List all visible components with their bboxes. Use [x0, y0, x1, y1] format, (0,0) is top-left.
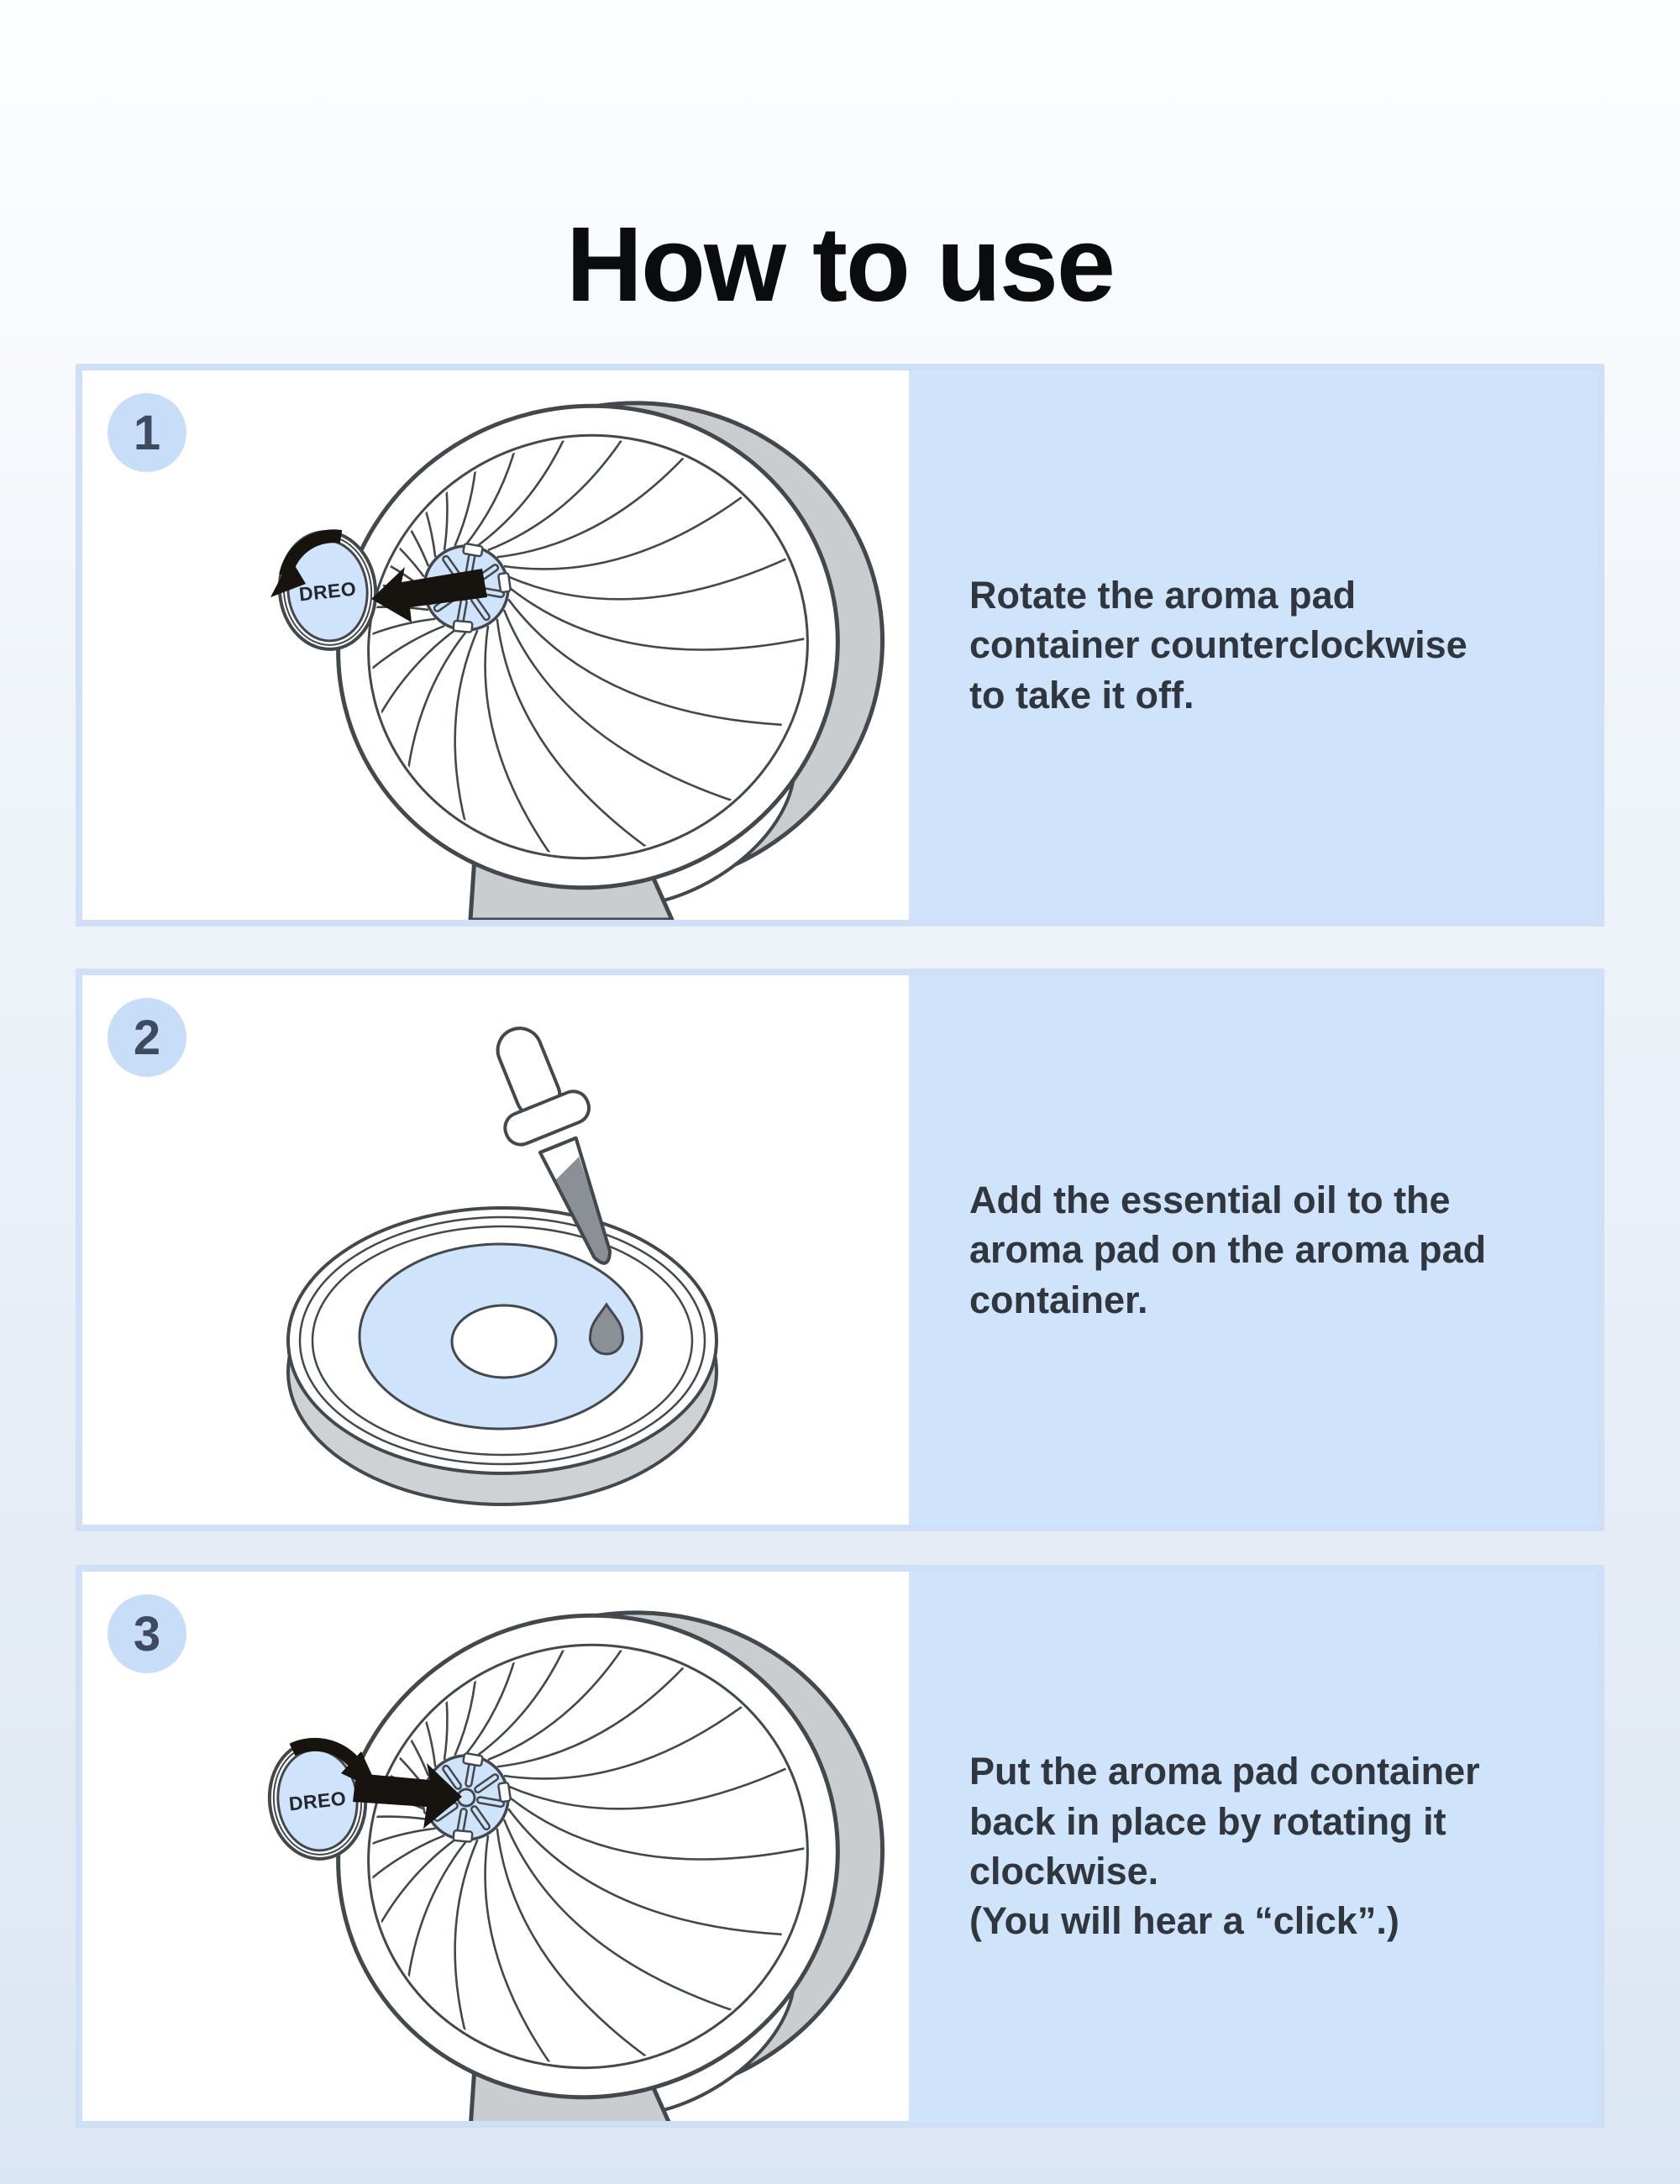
step-2-badge: 2 — [108, 998, 186, 1077]
step-1-illustration — [82, 370, 909, 920]
step-1-badge: 1 — [108, 393, 186, 472]
step-1-text: Rotate the aroma pad container counterclockwise to take it off. — [969, 573, 1467, 717]
step-3-text-area — [909, 1572, 1598, 2121]
dreo-logo-text: DREO — [297, 577, 358, 606]
aroma-pad-container-top-view — [288, 1208, 717, 1504]
step-3-text: Put the aroma pad container back in place by rotating it clockwise. (You will hear a “click”.) — [969, 1746, 1551, 1946]
fan-attach-illustration — [82, 1572, 909, 2121]
fan-removal-illustration — [82, 370, 909, 920]
dropper-pad-illustration — [82, 975, 909, 1525]
step-3-panel — [76, 1565, 1604, 2128]
step-1-panel — [76, 364, 1604, 927]
dreo-logo-text: DREO — [287, 1787, 348, 1815]
step-2-text-area — [909, 975, 1598, 1525]
step-2-illustration — [82, 975, 909, 1525]
step-2-text: Add the essential oil to the aroma pad on the aroma pad container. — [969, 1178, 1487, 1321]
fan-icon — [122, 1572, 909, 2121]
step-2-panel — [76, 969, 1604, 1531]
step-3-badge: 3 — [108, 1594, 186, 1673]
fan-icon — [122, 370, 909, 920]
step-1-text-area — [909, 370, 1598, 920]
page-title: How to use — [565, 205, 1115, 324]
aroma-pad-center-hole — [452, 1305, 556, 1378]
step-3-illustration — [82, 1572, 909, 2121]
step-3-note: (You will hear a “click”.) — [969, 1899, 1399, 1943]
